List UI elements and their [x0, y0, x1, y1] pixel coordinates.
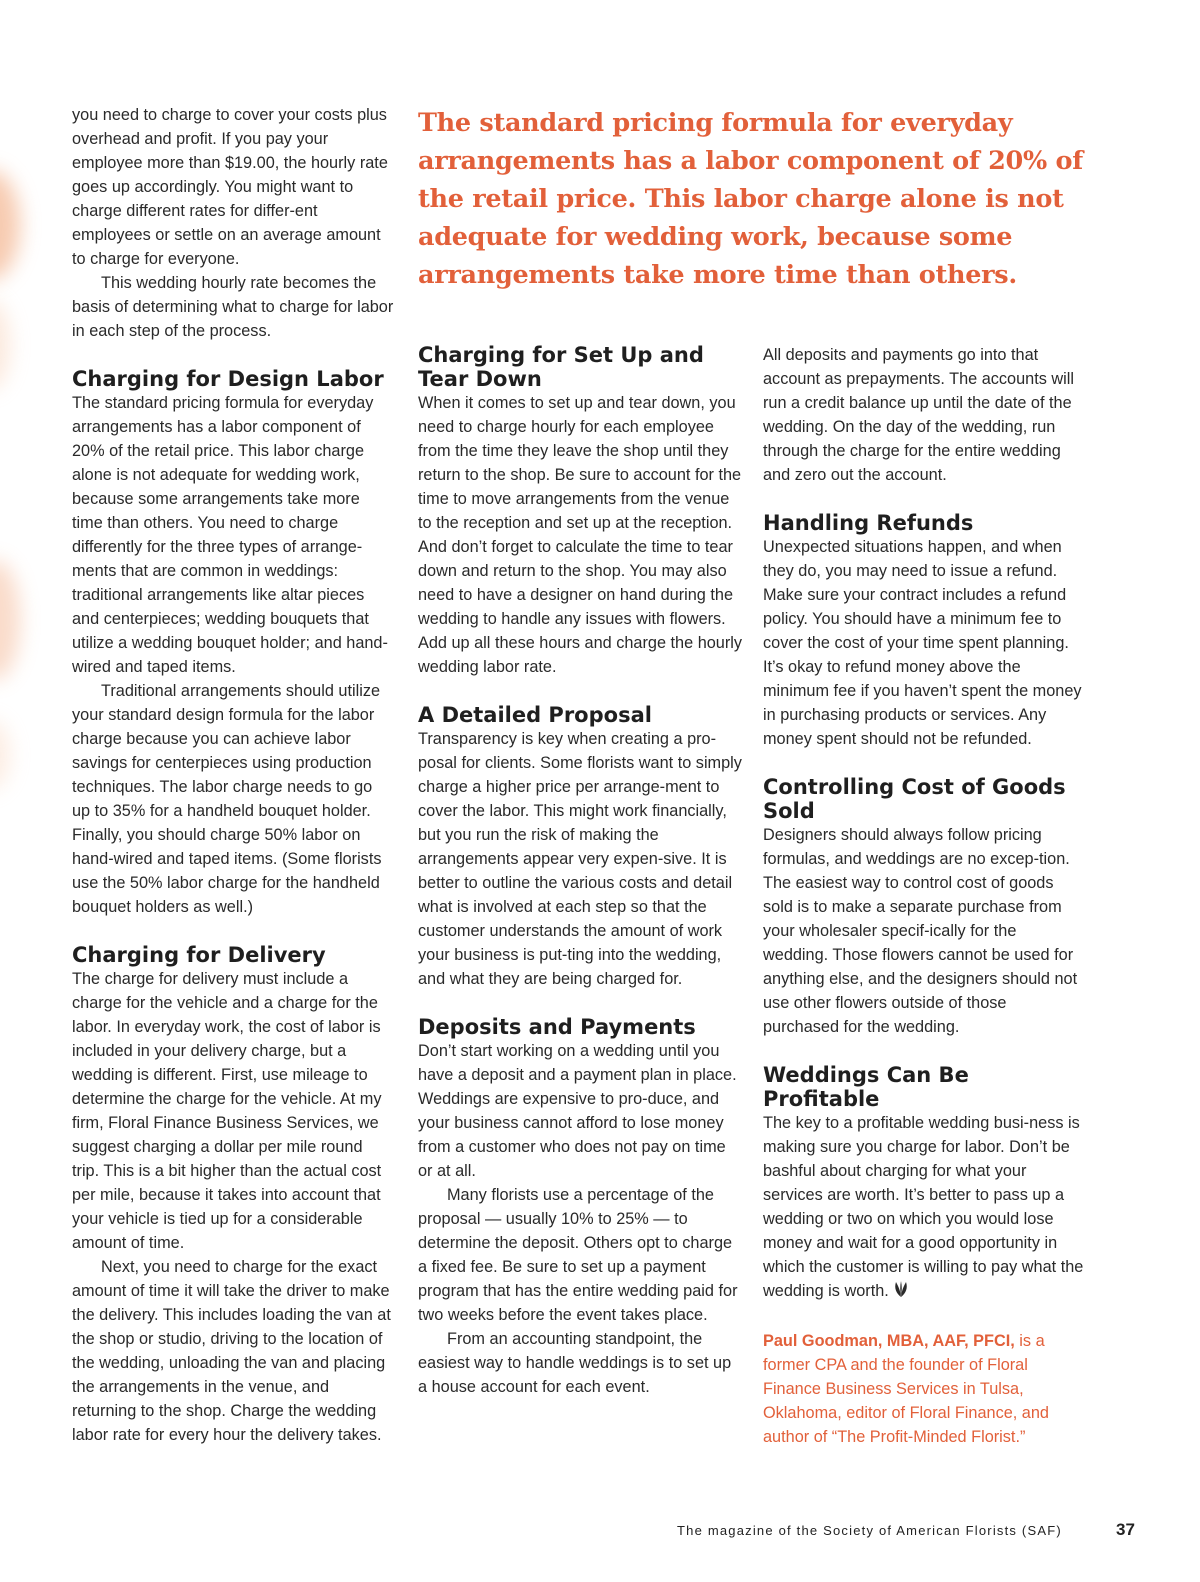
section-heading-proposal: A Detailed Proposal — [418, 703, 652, 727]
paragraph: This wedding hourly rate becomes the basis of determining what to charge for labor in each step of the process. — [72, 274, 394, 340]
paragraph: The standard pricing formula for everyday arrangements has a labor component of 20% of the retail price. This labor charge alone is not adequate for wedding work, because some arrangements take more time than others. You need to charge differently for the three types of arrange-ments that are common in weddings: traditional arrangements like altar pieces and centerpieces; wedding bouquets that utilize a wedding bouquet holder; and hand-wired and taped items. — [72, 394, 388, 676]
author-bio — [763, 1329, 1085, 1449]
section-heading-cogs: Controlling Cost of Goods Sold — [763, 775, 1066, 823]
page-number: 37 — [1116, 1520, 1135, 1539]
author-name: Paul Goodman, MBA, AAF, PFCI, — [763, 1332, 1015, 1350]
article-column-2 — [418, 343, 743, 1399]
section-heading-profitable: Weddings Can Be Profitable — [763, 1063, 969, 1111]
paragraph-text: The key to a profitable wedding busi-ness is making sure you charge for labor. Don’t be bashful about charging for what your services are worth. It’s better to pass up a wedding or two on which you would lose money and wait for a good opportunity in which the customer is willing to pay what the wedding is worth. — [763, 1114, 1084, 1300]
section-heading-refunds: Handling Refunds — [763, 511, 974, 535]
paragraph: The charge for delivery must include a charge for the vehicle and a charge for the labor. In everyday work, the cost of labor is included in your delivery charge, but a wedding is different. First, use mileage to determine the charge for the vehicle. At my firm, Floral Finance Business Services, we suggest charging a dollar per mile round trip. This is a bit higher than the actual cost per mile, because it takes into account that your vehicle is tied up for a considerable amount of time. — [72, 970, 382, 1252]
paragraph: Traditional arrangements should utilize your standard design formula for the labor charge because you can achieve labor savings for centerpieces using production techniques. The labor charge needs to go up to 35% for a handheld bouquet holder. Finally, you should charge 50% labor on hand-wired and taped items. (Some florists use the 50% labor charge for the handheld bouquet holders as well.) — [72, 682, 382, 916]
article-column-3 — [763, 343, 1085, 1449]
paragraph: Next, you need to charge for the exact amount of time it will take the driver to make the delivery. This includes loading the van at the shop or studio, driving to the location of the wedding, unloading the van and placing the arrangements in the venue, and returning to the shop. Charge the wedding labor rate for every hour the delivery takes. — [72, 1258, 391, 1444]
section-heading-design-labor: Charging for Design Labor — [72, 367, 384, 391]
watercolor-decoration — [0, 300, 10, 390]
paragraph: Many florists use a percentage of the proposal — usually 10% to 25% — to determine the deposit. Others opt to charge a fixed fee. Be sure to set up a payment program that has the entire wedding paid for two weeks before the event takes place. — [418, 1186, 738, 1324]
article-column-1 — [72, 103, 394, 1447]
pull-quote: The standard pricing formula for everyday arrangements has a labor component of 20% of the retail price. This labor charge alone is not adequate for wedding work, because some arrangements take more time than others. — [418, 108, 1083, 290]
author-bio-text: is a former CPA and the founder of Floral Finance Business Services in Tulsa, Oklahoma, editor of Floral Finance, and author of “The Profit-Minded Florist.” — [763, 1332, 1049, 1446]
watercolor-decoration — [0, 170, 20, 280]
paragraph: Transparency is key when creating a pro-posal for clients. Some florists want to simply charge a higher price per arrange-ment to cover the labor. This might work financially, but you run the risk of making the arrangements appear very expen-sive. It is better to outline the various costs and detail what is involved at each step so that the customer understands the amount of work your business is put-ting into the wedding, and what they are being charged for. — [418, 730, 742, 988]
paragraph-final — [763, 1111, 1085, 1305]
paragraph: Unexpected situations happen, and when they do, you may need to issue a refund. Make sure your contract includes a refund policy. You should have a minimum fee to cover the cost of your time spent planning. It’s okay to refund money above the minimum fee if you haven’t spent the money in purchasing products or services. Any money spent should not be refunded. — [763, 538, 1082, 748]
paragraph: Designers should always follow pricing formulas, and weddings are no excep-tion. The easiest way to control cost of goods sold is to make a separate purchase from your wholesaler specif-ically for the wedding. Those flowers cannot be used for anything else, and the designers should not use other flowers outside of those purchased for the wedding. — [763, 826, 1078, 1036]
paragraph: you need to charge to cover your costs plus overhead and profit. If you pay your employee more than $19.00, the hourly rate goes up accordingly. You might want to charge different rates for differ-ent employees or settle on an average amount to charge for everyone. — [72, 106, 388, 268]
watercolor-decoration — [0, 560, 20, 680]
section-heading-deposits: Deposits and Payments — [418, 1015, 696, 1039]
saf-flower-icon — [892, 1280, 910, 1305]
paragraph: From an accounting standpoint, the easiest way to handle weddings is to set up a house account for each event. — [418, 1330, 732, 1396]
paragraph: When it comes to set up and tear down, you need to charge hourly for each employee from the time they leave the shop until they return to the shop. Be sure to account for the time to move arrangements from the venue to the reception and set up at the reception. And don’t forget to calculate the time to tear down and return to the shop. You may also need to have a designer on hand during the wedding to handle any issues with flowers. Add up all these hours and charge the hourly wedding labor rate. — [418, 394, 743, 676]
paragraph: Don’t start working on a wedding until you have a deposit and a payment plan in place. Weddings are expensive to pro-duce, and your business cannot afford to lose money from a customer who does not pay on time or at all. — [418, 1042, 737, 1180]
footer-publication: The magazine of the Society of American Florists (SAF) — [677, 1523, 1062, 1538]
section-heading-setup: Charging for Set Up and Tear Down — [418, 343, 704, 391]
paragraph: All deposits and payments go into that account as prepayments. The accounts will run a credit balance up until the date of the wedding. On the day of the wedding, run through the charge for the entire wedding and zero out the account. — [763, 346, 1075, 484]
section-heading-delivery: Charging for Delivery — [72, 943, 326, 967]
watercolor-decoration — [0, 720, 10, 790]
